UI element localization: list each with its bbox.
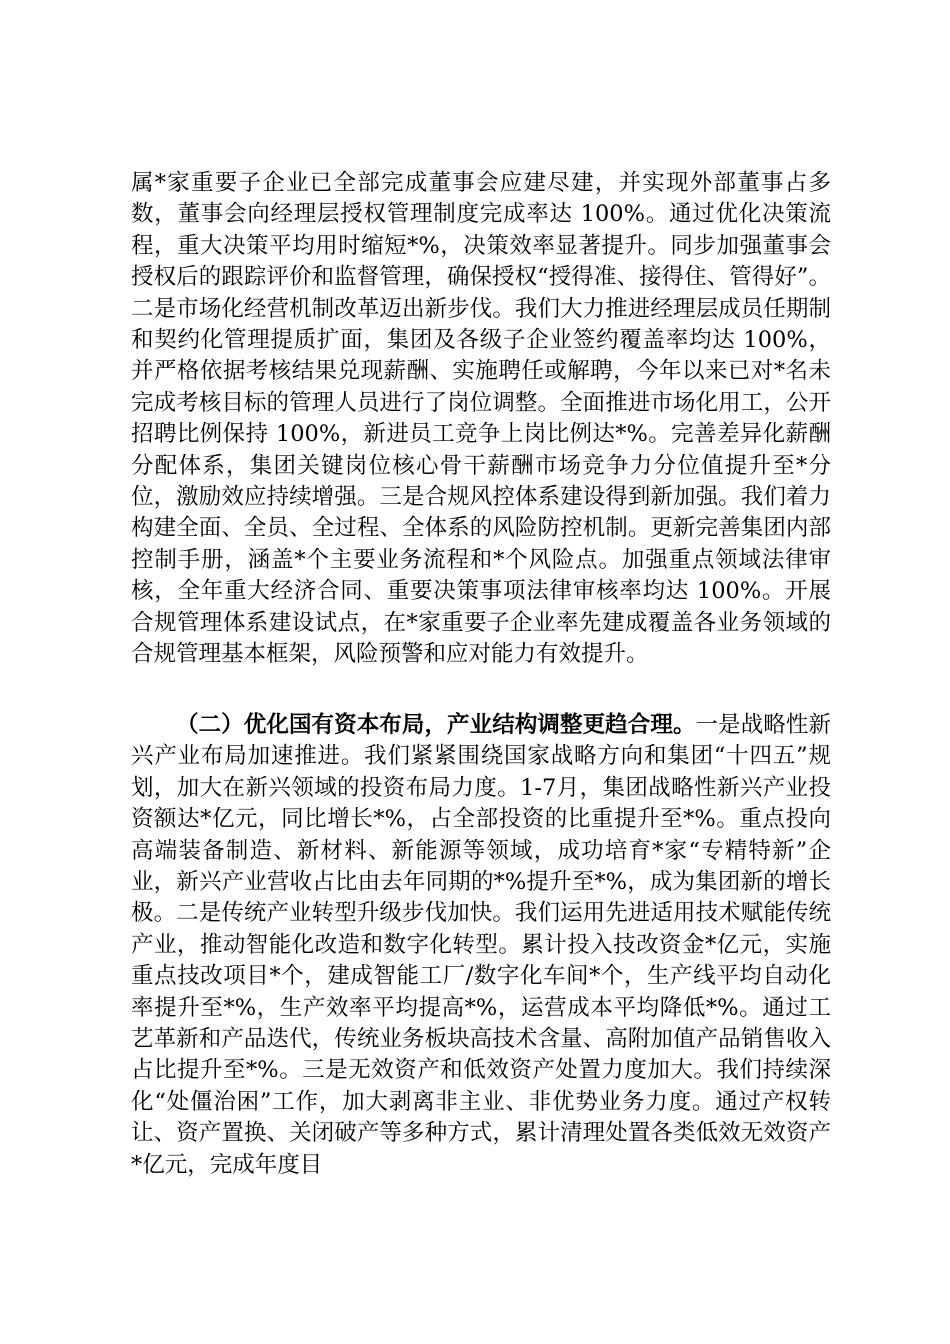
paragraph-text: 属*家重要子企业已全部完成董事会应建尽建，并实现外部董事占多数，董事会向经理层授权管理制度完成率达 100%。通过优化决策流程，重大决策平均用时缩短*%，决策效率显著提升。同步加强董事会授权后的跟踪评价和监督管理，确保授权“授得准、接得住、管得好”。二是市场化经营机制改革迈出新步伐。我们大力推进经理层成员任期制和契约化管理提质扩面，集团及各级子企业签约覆盖率均达 100%，并严格依据考核结果兑现薪酬、实施聘任或解聘，今年以来已对*名未完成考核目标的管理人员进行了岗位调整。全面推进市场化用工，公开招聘比例保持 100%，新进员工竞争上岗比例达*%。完善差异化薪酬分配体系，集团关键岗位核心骨干薪酬市场竞争力分位值提升至*分位，激励效应持续增强。三是合规风控体系建设得到新加强。我们着力构建全面、全员、全过程、全体系的风险防控机制。更新完善集团内部控制手册，涵盖*个主要业务流程和*个风险点。加强重点领域法律审核，全年重大经济合同、重要决策事项法律审核率均达 100%。开展合规管理体系建设试点，在*家重要子企业率先建成覆盖各业务领域的合规管理基本框架，风险预警和应对能力有效提升。 (131, 170, 831, 668)
section-paragraph (131, 710, 831, 1181)
paragraph-text: 一是战略性新兴产业布局加速推进。我们紧紧围绕国家战略方向和集团“十四五”规划，加大在新兴领域的投资布局力度。1-7月，集团战略性新兴产业投资额达*亿元，同比增长*%，占全部投资的比重提升至*%。重点投向高端装备制造、新材料、新能源等领域，成功培育*家“专精特新”企业，新兴产业营收占比由去年同期的*%提升至*%，成为集团新的增长极。二是传统产业转型升级步伐加快。我们运用先进适用技术赋能传统产业，推动智能化改造和数字化转型。累计投入技改资金*亿元，实施重点技改项目*个，建成智能工厂/数字化车间*个，生产线平均自动化率提升至*%，生产效率平均提高*%，运营成本平均降低*%。通过工艺革新和产品迭代，传统业务板块高技术含量、高附加值产品销售收入占比提升至*%。三是无效资产和低效资产处置力度加大。我们持续深化“处僵治困”工作，加大剥离非主业、非优势业务力度。通过产权转让、资产置换、关闭破产等多种方式，累计清理处置各类低效无效资产*亿元，完成年度目 (131, 712, 831, 1178)
body-paragraph (131, 168, 831, 671)
section-heading: （二）优化国有资本布局，产业结构调整更趋合理。 (176, 712, 696, 738)
